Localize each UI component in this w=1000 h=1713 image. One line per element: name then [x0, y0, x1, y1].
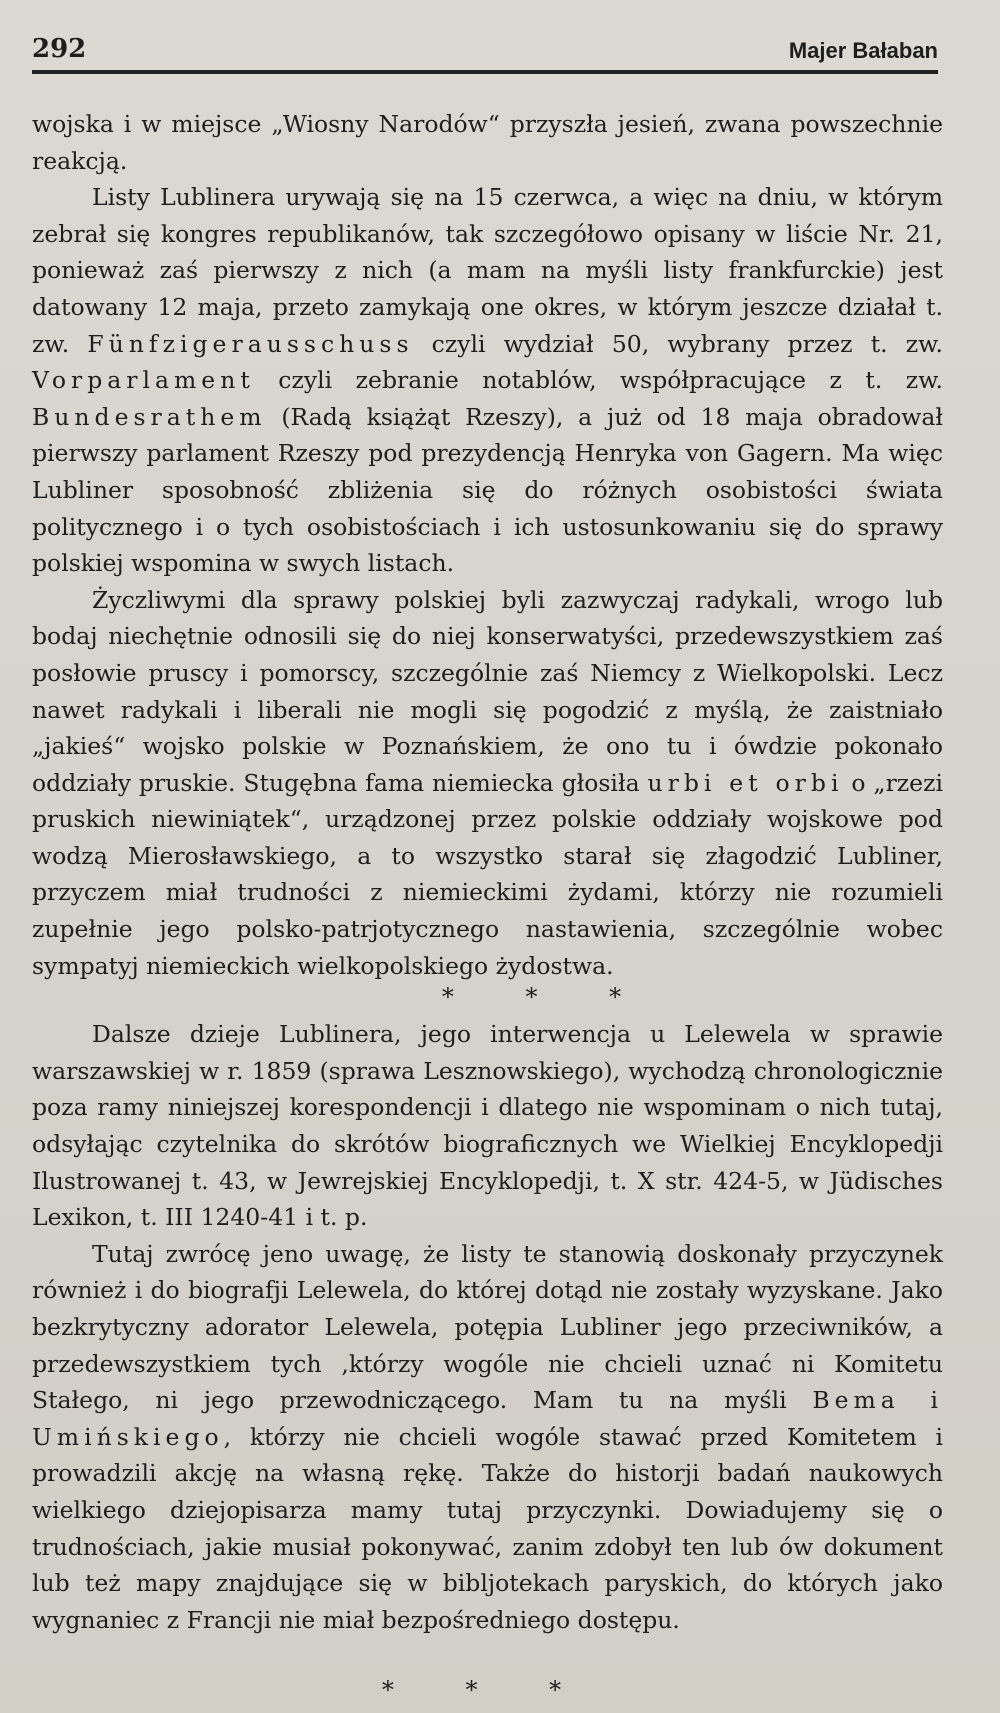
paragraph-text: Listy Lublinera urywają się na 15 czerwca, a więc na dniu, w którym zebrał się kongres republikanów, tak szczegółowo opisany w liście Nr. 21, ponieważ zaś pierwszy z nich (a mam na myśli listy frankfurckie) jest datowany 12 maja, przeto zamykają one okres, w którym jeszcze działał t. zw.: [32, 183, 943, 358]
paragraph-text: (Radą książąt Rzeszy), a już od 18 maja obradował pierwszy parlament Rzeszy pod prezydencją Henryka von Gagern. Ma więc Lubliner sposobność zbliżenia się do różnych osobistości świata politycznego i o tych osobistościach i ich ustosunkowaniu się do sprawy polskiej wspomina w swych listach.: [32, 402, 943, 578]
paragraph-text: Dalsze dzieje Lublinera, jego interwencja u Lelewela w sprawie warszawskiej w r. 1859 (sprawa Lesznowskiego), wychodzą chronologicznie poza ramy niniejszej korespondencji i dlatego nie wspominam o nich tutaj, odsyłając czytelnika do skrótów biograficznych we Wielkiej Encyklopedji Ilustrowanej t. 43, w Jewrejskiej Encyklopedji, t. X str. 424-5, w Jüdisches Lexikon, t. III 1240-41 i t. p.: [32, 1020, 943, 1232]
spaced-term: Bema i Umińskiego: [32, 1386, 943, 1451]
spaced-term: urbi et orbi: [647, 768, 844, 797]
paragraph-further-history: [32, 1016, 943, 1236]
paragraph-continuation: [32, 106, 943, 179]
paragraph-text: czyli zebranie notablów, współpracujące z t. zw.: [254, 366, 943, 395]
paragraph-text: o „rzezi pruskich niewiniątek“, urządzonej przez polskie oddziały wojskowe pod wodzą Mierosławskiego, a to wszystko starał się złagodzić Lubliner, przyczem miał trudności z niemieckimi żydami, którzy nie rozumieli zupełnie jego polsko-patrjotycznego nastawienia, szczególnie wobec sympatyj niemieckich wielkopolskiego żydostwa.: [32, 768, 943, 980]
paragraph-text: Tutaj zwrócę jeno uwagę, że listy te stanowią doskonały przyczynek również i do biografji Lelewela, do której dotąd nie zostały wyzyskane. Jako bezkrytyczny adorator Lelewela, potępia Lubliner jego przeciwników, a przedewszystkiem tych ,którzy wogóle nie chcieli uznać ni Komitetu Stałego, ni jego przewodniczącego. Mam tu na myśli: [32, 1239, 943, 1415]
section-separator-end: * * *: [381, 1676, 594, 1705]
paragraph-text: czyli wydział 50, wybrany przez t. zw.: [413, 329, 943, 358]
page-header: [32, 30, 938, 72]
spaced-term: Bundesrathem: [32, 402, 267, 431]
running-head: Majer Bałaban: [788, 38, 938, 63]
paragraph-lelewel: [32, 1236, 943, 1639]
header-rule: [32, 70, 938, 74]
page-number: 292: [32, 34, 87, 64]
spaced-term: Vorparlament: [32, 366, 255, 395]
section-separator: * * *: [441, 983, 654, 1012]
paragraph-text: Życzliwymi dla sprawy polskiej byli zazwyczaj radykali, wrogo lub bodaj niechętnie odnosili się do niej konserwatyści, przedewszystkiem zaś posłowie pruscy i pomorscy, szczególnie zaś Niemcy z Wielkopolski. Lecz nawet radykali i liberali nie mogli się pogodzić z myślą, że zaistniało „jakieś“ wojsko polskie w Poznańskiem, że ono tu i ówdzie pokonało oddziały pruskie. Stugębna fama niemiecka głosiła: [32, 585, 943, 797]
paragraph-letters-end: [32, 179, 943, 582]
spaced-term: Fünfzigerausschuss: [87, 329, 414, 358]
paragraph-text: , którzy nie chcieli wogóle stawać przed Komitetem i prowadzili akcję na własną rękę. Także do historji badań naukowych wielkiego dziejopisarza mamy tutaj przyczynki. Dowiadujemy się o trudnościach, jakie musiał pokonywać, zanim zdobył ten lub ów dokument lub też mapy znajdujące się w bibljotekach paryskich, do których jako wygnaniec z Francji nie miał bezpośredniego dostępu.: [32, 1422, 943, 1634]
paragraph-radicals: [32, 582, 943, 985]
paragraph-text: wojska i w miejsce „Wiosny Narodów“ przyszła jesień, zwana powszechnie reakcją.: [32, 110, 943, 175]
page-body: [32, 106, 943, 1708]
